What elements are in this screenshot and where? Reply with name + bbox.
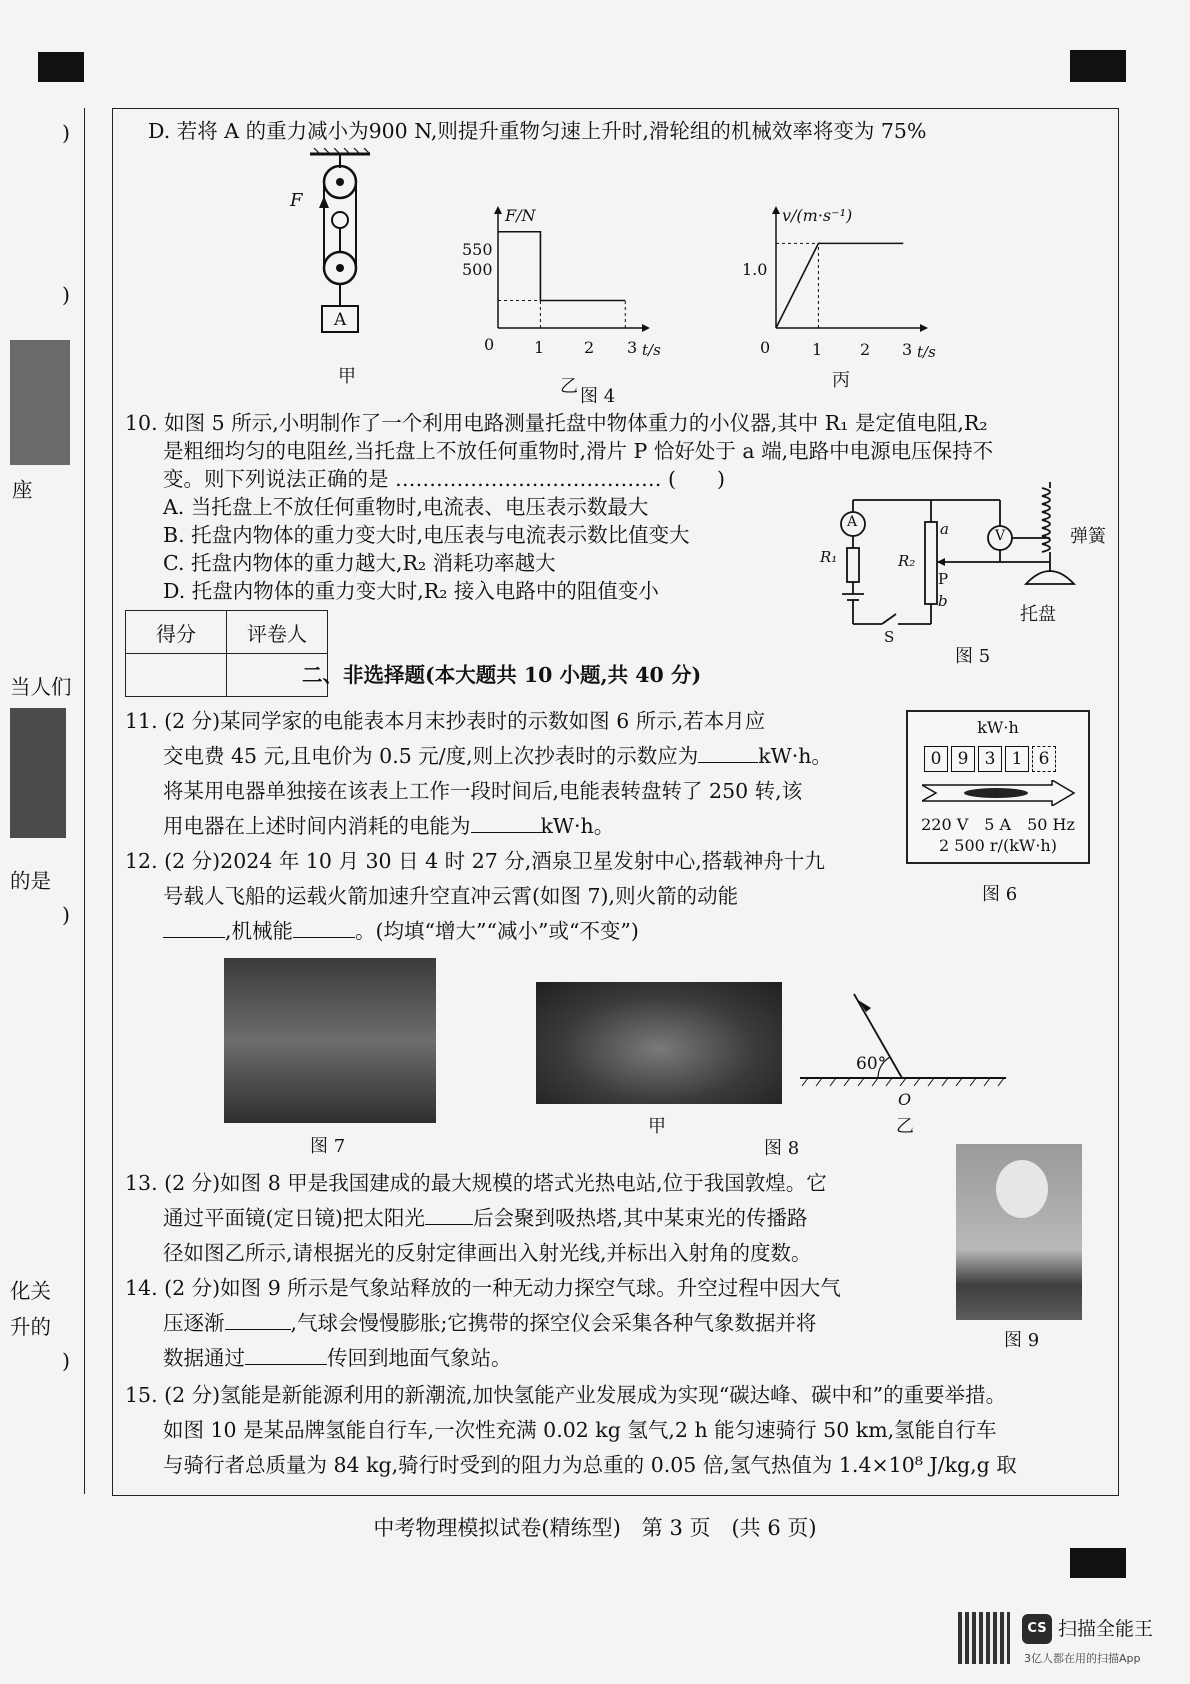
q11-blank-1[interactable] bbox=[698, 762, 758, 763]
qr-code bbox=[958, 1612, 1010, 1664]
chart-y-arrow bbox=[494, 206, 502, 214]
fig8-reflection-diagram bbox=[798, 990, 1008, 1100]
meter-digit: 3 bbox=[978, 746, 1002, 772]
q14-blank-2[interactable] bbox=[245, 1364, 327, 1365]
left-strip-text-2: 当人们 bbox=[10, 675, 72, 699]
chart-y-arrow bbox=[772, 206, 780, 214]
corner-marker-bottom-right bbox=[1070, 1548, 1126, 1578]
q10-line-3: 变。则下列说法正确的是 ………………………………… ( ) bbox=[163, 467, 726, 491]
score-table-header-score: 得分 bbox=[126, 611, 227, 654]
fig5-ammeter-label: A bbox=[847, 514, 858, 530]
q12-blank-1[interactable] bbox=[163, 937, 225, 938]
fig4-pulley-diagram bbox=[300, 148, 390, 368]
meter-spec: 220 V 5 A 50 Hz bbox=[921, 815, 1075, 834]
q10-option-a: A. 当托盘上不放任何重物时,电流表、电压表示数最大 bbox=[163, 495, 649, 519]
fig5-caption: 图 5 bbox=[955, 646, 991, 667]
q11-unit-1: kW·h。 bbox=[758, 744, 832, 768]
scanner-logo-icon: CS bbox=[1022, 1614, 1052, 1644]
q10-option-b: B. 托盘内物体的重力变大时,电压表与电流表示数比值变大 bbox=[163, 523, 690, 547]
chart-f-ytick-500: 500 bbox=[462, 260, 493, 279]
fig4-sub-bing: 丙 bbox=[832, 370, 850, 391]
meter-digit-decimal: 6 bbox=[1032, 746, 1056, 772]
fig8-sub-yi: 乙 bbox=[896, 1116, 914, 1137]
fig8-angle-label: 60° bbox=[856, 1054, 887, 1074]
chart-v-xtick-2: 2 bbox=[860, 340, 871, 359]
fig4-caption: 图 4 bbox=[580, 386, 616, 407]
q10-option-d: D. 托盘内物体的重力变大时,R₂ 接入电路中的阻值变小 bbox=[163, 579, 659, 603]
q11-line-1: 11. (2 分)某同学家的电能表本月末抄表时的示数如图 6 所示,若本月应 bbox=[125, 709, 766, 733]
chart-series-line bbox=[776, 243, 903, 328]
fig4-sub-jia: 甲 bbox=[338, 366, 356, 387]
q14-line-2-text-a: 压逐渐 bbox=[163, 1311, 225, 1335]
fig4-sub-yi: 乙 bbox=[560, 376, 578, 397]
q14-line-2-text-b: ,气球会慢慢膨胀;它携带的探空仪会采集各种气象数据并将 bbox=[290, 1311, 817, 1335]
q13-blank[interactable] bbox=[425, 1224, 473, 1225]
left-strip-text-4: 化关 bbox=[10, 1279, 51, 1303]
fig6-caption: 图 6 bbox=[982, 884, 1018, 905]
chart-f-xtick-2: 2 bbox=[584, 338, 595, 357]
fig4-block-label: A bbox=[334, 310, 347, 330]
q14-line-3-text-a: 数据通过 bbox=[163, 1346, 245, 1370]
chart-v-ylabel: v/(m·s⁻¹) bbox=[782, 206, 853, 225]
q13-line-2-text-b: 后会聚到吸热塔,其中某束光的传播路 bbox=[473, 1206, 808, 1230]
scanner-name: 扫描全能王 bbox=[1058, 1618, 1154, 1640]
fig6-energy-meter bbox=[906, 710, 1090, 864]
chart-f-xtick-1: 1 bbox=[534, 338, 545, 357]
chart-x-arrow bbox=[642, 324, 650, 332]
chart-f-xtick-0: 0 bbox=[484, 335, 495, 354]
q13-line-1: 13. (2 分)如图 8 甲是我国建成的最大规模的塔式光热电站,位于我国敦煌。它 bbox=[125, 1171, 827, 1195]
chart-f-ylabel: F/N bbox=[505, 206, 536, 225]
score-table bbox=[125, 610, 328, 697]
chart-f-xtick-3: 3 bbox=[627, 338, 638, 357]
meter-digit: 9 bbox=[951, 746, 975, 772]
score-table-header-grader: 评卷人 bbox=[227, 611, 328, 654]
left-strip-paren-4: ) bbox=[62, 1349, 70, 1373]
q12-line-3-text-a: ,机械能 bbox=[225, 919, 294, 943]
fig5-voltmeter-label: V bbox=[995, 528, 1006, 544]
q10-option-c: C. 托盘内物体的重力越大,R₂ 消耗功率越大 bbox=[163, 551, 556, 575]
meter-rate: 2 500 r/(kW·h) bbox=[939, 836, 1057, 855]
fig7-caption: 图 7 bbox=[310, 1136, 346, 1157]
q12-line-2: 号载人飞船的运载火箭加速升空直冲云霄(如图 7),则火箭的动能 bbox=[163, 884, 739, 908]
q11-unit-2: kW·h。 bbox=[540, 814, 615, 838]
balloon-shape bbox=[996, 1160, 1048, 1218]
score-cell bbox=[126, 654, 227, 697]
q14-line-2 bbox=[163, 1308, 816, 1338]
fig8-origin-label: O bbox=[898, 1090, 912, 1109]
q12-line-3 bbox=[163, 916, 639, 946]
q12-line-1: 12. (2 分)2024 年 10 月 30 日 4 时 27 分,酒泉卫星发射中心,搭载神舟十九 bbox=[125, 849, 825, 873]
meter-unit: kW·h bbox=[977, 718, 1019, 737]
fig5-p-label: P bbox=[938, 570, 949, 588]
page-footer: 中考物理模拟试卷(精练型) 第 3 页 (共 6 页) bbox=[373, 1516, 817, 1540]
q12-blank-2[interactable] bbox=[293, 937, 355, 938]
fig4-force-label: F bbox=[290, 190, 303, 211]
chart-v-xtick-1: 1 bbox=[812, 340, 823, 359]
q15-line-3: 与骑行者总质量为 84 kg,骑行时受到的阻力为总重的 0.05 倍,氢气热值为 1.4×10⁸ J/kg,g 取 bbox=[163, 1453, 1017, 1477]
chart-x-arrow bbox=[920, 324, 928, 332]
q10-line-1: 10. 如图 5 所示,小明制作了一个利用电路测量托盘中物体重力的小仪器,其中 R₁ 是定值电阻,R₂ bbox=[125, 411, 988, 435]
fig9-caption: 图 9 bbox=[1004, 1330, 1040, 1351]
q14-line-1: 14. (2 分)如图 9 所示是气象站释放的一种无动力探空气球。升空过程中因大气 bbox=[125, 1276, 841, 1300]
q13-line-2-text-a: 通过平面镜(定日镜)把太阳光 bbox=[163, 1206, 425, 1230]
q11-line-2-text: 交电费 45 元,且电价为 0.5 元/度,则上次抄表时的示数应为 bbox=[163, 744, 699, 768]
fig8-sub-jia: 甲 bbox=[648, 1116, 666, 1137]
chart-v-ytick-1: 1.0 bbox=[742, 260, 768, 279]
q12-line-3-text-b: 。(均填“增大”“减小”或“不变”) bbox=[355, 919, 639, 943]
q15-line-2: 如图 10 是某品牌氢能自行车,一次性充满 0.02 kg 氢气,2 h 能匀速骑行 50 km,氢能自行车 bbox=[163, 1418, 997, 1442]
q11-line-3: 将某用电器单独接在该表上工作一段时间后,电能表转盘转了 250 转,该 bbox=[163, 779, 803, 803]
fig5-spring-label: 弹簧 bbox=[1070, 526, 1106, 547]
fig8-caption: 图 8 bbox=[764, 1138, 800, 1159]
q9-option-d: D. 若将 A 的重力减小为900 N,则提升重物匀速上升时,滑轮组的机械效率将变为 75% bbox=[148, 119, 927, 143]
corner-marker-top-left bbox=[38, 52, 84, 82]
meter-disc-arrow-icon bbox=[922, 780, 1076, 806]
fig5-a-label: a bbox=[940, 520, 949, 538]
q11-line-4 bbox=[163, 811, 614, 841]
section-2-title: 二、非选择题(本大题共 10 小题,共 40 分) bbox=[302, 663, 702, 687]
q14-line-3-text-b: 传回到地面气象站。 bbox=[327, 1346, 512, 1370]
q11-line-4-text: 用电器在上述时间内消耗的电能为 bbox=[163, 814, 471, 838]
left-strip-paren-3: ) bbox=[62, 903, 70, 927]
q14-line-3 bbox=[163, 1343, 512, 1373]
q11-line-2 bbox=[163, 741, 832, 771]
fig7-rocket-photo bbox=[224, 958, 436, 1123]
q13-line-2 bbox=[163, 1203, 808, 1233]
q14-blank-1[interactable] bbox=[225, 1329, 291, 1330]
left-strip-photo-1 bbox=[10, 340, 70, 465]
meter-digits bbox=[924, 746, 1056, 772]
left-strip-paren-1: ) bbox=[62, 121, 70, 145]
fig5-r1-label: R₁ bbox=[820, 548, 838, 566]
fig5-switch-label: S bbox=[884, 628, 895, 646]
left-strip-text-1: 座 bbox=[12, 478, 33, 502]
q13-line-3: 径如图乙所示,请根据光的反射定律画出入射光线,并标出入射角的度数。 bbox=[163, 1241, 812, 1265]
meter-digit: 1 bbox=[1005, 746, 1029, 772]
chart-v-xtick-0: 0 bbox=[760, 338, 771, 357]
scanner-slogan: 3亿人都在用的扫描App bbox=[1024, 1652, 1141, 1665]
chart-v-xtick-3: 3 bbox=[902, 340, 913, 359]
chart-f-xlabel: t/s bbox=[642, 341, 661, 359]
fig9-balloon-photo bbox=[956, 1144, 1082, 1320]
fig5-r2-label: R₂ bbox=[898, 552, 916, 570]
fig8-solar-plant-photo bbox=[536, 982, 782, 1104]
chart-series-line bbox=[498, 232, 625, 301]
left-strip-text-3: 的是 bbox=[10, 869, 51, 893]
left-strip-paren-2: ) bbox=[62, 283, 70, 307]
q15-line-1: 15. (2 分)氢能是新能源利用的新潮流,加快氢能产业发展成为实现“碳达峰、碳中和”的重要举措。 bbox=[125, 1383, 1007, 1407]
fig5-tray-label: 托盘 bbox=[1020, 604, 1056, 625]
q10-line-2: 是粗细均匀的电阻丝,当托盘上不放任何重物时,滑片 P 恰好处于 a 端,电路中电源电压保持不 bbox=[163, 439, 994, 463]
corner-marker-top-right bbox=[1070, 50, 1126, 82]
fig5-b-label: b bbox=[938, 592, 948, 610]
chart-f-ytick-550: 550 bbox=[462, 240, 493, 259]
left-strip-text-5: 升的 bbox=[10, 1315, 51, 1339]
meter-digit: 0 bbox=[924, 746, 948, 772]
left-strip-photo-2 bbox=[10, 708, 66, 838]
q11-blank-2[interactable] bbox=[471, 832, 541, 833]
chart-v-xlabel: t/s bbox=[917, 343, 936, 361]
